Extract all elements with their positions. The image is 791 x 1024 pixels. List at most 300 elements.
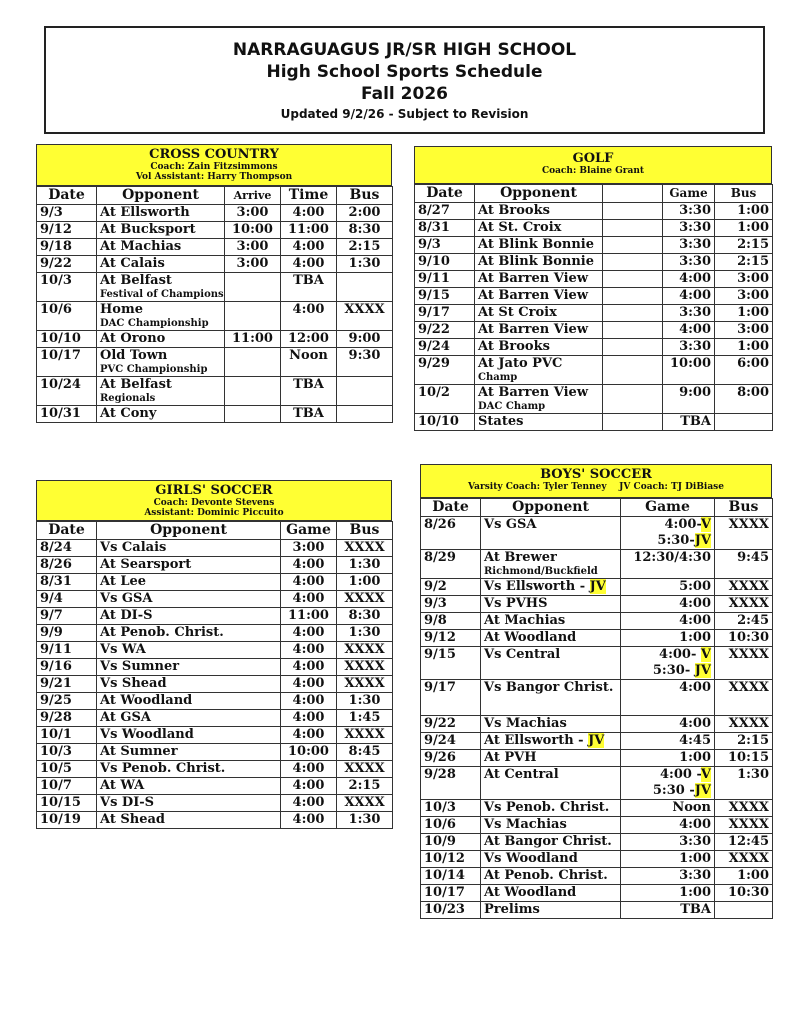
table-cell <box>337 331 393 348</box>
level-highlight: JV <box>589 579 606 594</box>
cell-text: 4:00 <box>679 288 711 303</box>
cross-country-table <box>36 186 393 423</box>
table-row <box>37 591 393 608</box>
cell-text: 9/22 <box>424 716 456 731</box>
cell-text: 9/2 <box>424 579 447 594</box>
cell-text: 3:30 <box>679 305 711 320</box>
cell-text: Vs Ellsworth - <box>484 579 590 594</box>
table-row <box>421 613 773 630</box>
cell-text: 10:15 <box>728 750 769 765</box>
boys-soccer-section <box>420 464 772 919</box>
table-cell <box>97 205 225 222</box>
cell-text: Vs GSA <box>100 591 153 606</box>
table-row <box>421 733 773 750</box>
cell-text: Vs Woodland <box>484 851 578 866</box>
golf-section <box>414 146 772 431</box>
table-row <box>421 851 773 868</box>
cell-text: 9/25 <box>40 693 72 708</box>
table-cell <box>621 868 715 885</box>
cell-text: 10/3 <box>40 744 72 759</box>
table-cell <box>97 778 281 795</box>
cell-text: At Barren View <box>478 271 589 286</box>
cell-text: XXXX <box>344 540 385 555</box>
table-cell <box>715 851 773 868</box>
table-cell <box>621 596 715 613</box>
table-cell <box>481 647 621 680</box>
cell-text: At Shead <box>100 812 166 827</box>
table-cell <box>475 339 603 356</box>
table-cell <box>663 203 715 220</box>
cell-text: 9/15 <box>424 647 456 662</box>
table-cell <box>603 322 663 339</box>
cell-text: At Bucksport <box>100 222 196 237</box>
cell-text: 9:30 <box>348 348 381 363</box>
table-row <box>415 237 773 254</box>
table-cell <box>475 356 603 385</box>
golf-title: GOLF <box>572 151 614 166</box>
table-cell <box>281 273 337 302</box>
cell-text: 10/10 <box>418 414 459 429</box>
table-row <box>415 288 773 305</box>
table-cell <box>37 625 97 642</box>
table-cell <box>663 356 715 385</box>
cell-text: 3:30 <box>679 254 711 269</box>
table-cell <box>715 288 773 305</box>
table-row <box>415 271 773 288</box>
table-cell <box>663 288 715 305</box>
column-header: Date <box>37 522 97 540</box>
column-header: Bus <box>715 499 773 517</box>
table-cell <box>337 812 393 829</box>
cell-text: 1:30 <box>348 557 381 572</box>
table-cell <box>281 676 337 693</box>
column-header: Game <box>663 185 715 203</box>
cell-text: 1:00 <box>737 203 769 218</box>
table-cell <box>475 271 603 288</box>
table-cell <box>663 414 715 431</box>
cell-text: 10/14 <box>424 868 465 883</box>
table-cell <box>481 517 621 550</box>
table-row <box>421 550 773 579</box>
cell-text: 4:00 <box>292 591 325 606</box>
table-row <box>37 693 393 710</box>
cell-text: At St. Croix <box>478 220 562 235</box>
cell-text: 9:00 <box>348 331 381 346</box>
cell-text: 10:00 <box>232 222 273 237</box>
table-row <box>421 517 773 550</box>
cell-text: Vs Machias <box>484 716 567 731</box>
cell-text: 3:30 <box>679 868 711 883</box>
cell-text: At Blink Bonnie <box>478 254 595 269</box>
boys-soccer-title: BOYS' SOCCER <box>540 467 652 482</box>
table-cell <box>663 322 715 339</box>
table-cell <box>621 613 715 630</box>
cell-text: Noon <box>672 800 711 815</box>
cell-text: 4:00 <box>679 322 711 337</box>
table-cell <box>337 608 393 625</box>
table-cell <box>715 220 773 237</box>
table-row <box>37 642 393 659</box>
cell-text: 2:15 <box>348 778 381 793</box>
table-cell <box>97 591 281 608</box>
table-cell <box>621 630 715 647</box>
cell-text: At Blink Bonnie <box>478 237 595 252</box>
cell-text: 5:30- <box>657 533 695 548</box>
table-cell <box>337 540 393 557</box>
cell-text: XXXX <box>344 727 385 742</box>
cell-text: 11:00 <box>232 331 273 346</box>
cell-text: 8/24 <box>40 540 72 555</box>
cell-text: At Cony <box>100 406 157 421</box>
level-highlight: V <box>700 647 711 662</box>
cell-text: Vs Calais <box>100 540 167 555</box>
table-cell <box>337 239 393 256</box>
cell-text: XXXX <box>728 517 769 532</box>
table-cell <box>97 256 225 273</box>
column-header: Date <box>421 499 481 517</box>
table-cell <box>481 851 621 868</box>
table-cell <box>337 273 393 302</box>
girls-soccer-title: GIRLS' SOCCER <box>155 483 273 498</box>
table-cell <box>715 322 773 339</box>
table-cell <box>281 256 337 273</box>
cell-text: 10/23 <box>424 902 465 917</box>
cell-text: Vs Woodland <box>100 727 194 742</box>
table-cell <box>475 220 603 237</box>
table-cell <box>37 574 97 591</box>
cell-text: Noon <box>289 348 328 363</box>
table-cell <box>421 517 481 550</box>
table-cell <box>603 254 663 271</box>
level-highlight: V <box>700 767 711 782</box>
cell-text: XXXX <box>728 817 769 832</box>
table-cell <box>603 220 663 237</box>
table-row <box>37 540 393 557</box>
boys-soccer-coach: Varsity Coach: Tyler Tenney <box>468 482 607 492</box>
table-row <box>415 339 773 356</box>
table-cell <box>421 613 481 630</box>
cell-text: 2:15 <box>348 239 381 254</box>
cell-text: 10/19 <box>40 812 81 827</box>
cell-text: 9/3 <box>424 596 447 611</box>
table-row <box>37 377 393 406</box>
cell-text: At Lee <box>100 574 147 589</box>
cell-text: 10/31 <box>40 406 81 421</box>
cell-text: 10/6 <box>424 817 456 832</box>
table-cell <box>715 613 773 630</box>
cell-text: 1:00 <box>737 305 769 320</box>
cell-text: 9:45 <box>737 550 769 565</box>
cell-text: 8/26 <box>424 517 456 532</box>
table-cell <box>97 239 225 256</box>
cell-text: 10/1 <box>40 727 72 742</box>
table-cell <box>421 716 481 733</box>
cell-text: 1:00 <box>679 885 711 900</box>
table-row <box>415 203 773 220</box>
table-cell <box>603 237 663 254</box>
cell-text: Vs WA <box>100 642 146 657</box>
table-row <box>37 761 393 778</box>
column-header: Opponent <box>97 522 281 540</box>
table-row <box>421 868 773 885</box>
table-cell <box>715 647 773 680</box>
cell-text: 9/21 <box>40 676 72 691</box>
cell-text: 10/3 <box>424 800 456 815</box>
cell-text: 3:00 <box>737 288 769 303</box>
table-cell <box>281 331 337 348</box>
cell-text: At Sumner <box>100 744 178 759</box>
cell-text: 4:00 <box>292 812 325 827</box>
table-cell <box>97 727 281 744</box>
cell-text: 8:30 <box>348 222 381 237</box>
table-cell <box>37 812 97 829</box>
cell-text: XXXX <box>728 579 769 594</box>
column-header: Bus <box>715 185 773 203</box>
table-cell <box>715 254 773 271</box>
table-cell <box>97 377 225 406</box>
table-cell <box>421 630 481 647</box>
cell-text: 8/27 <box>418 203 450 218</box>
cell-text: 6:00 <box>737 356 769 371</box>
table-cell <box>97 795 281 812</box>
cell-text: At Machias <box>100 239 182 254</box>
golf-coach: Coach: Blaine Grant <box>541 166 645 176</box>
table-cell <box>37 795 97 812</box>
cell-text: At PVH <box>484 750 537 765</box>
table-row <box>37 608 393 625</box>
cell-text: 1:30 <box>737 767 769 782</box>
table-cell <box>481 800 621 817</box>
cell-text: 3:00 <box>737 322 769 337</box>
table-cell <box>621 800 715 817</box>
cell-text: At Brooks <box>478 203 550 218</box>
updated-note: Updated 9/2/26 - Subject to Revision <box>280 107 529 121</box>
table-cell <box>37 273 97 302</box>
table-cell <box>225 239 281 256</box>
cell-text: 1:00 <box>679 750 711 765</box>
table-cell <box>621 716 715 733</box>
cell-text: 8/26 <box>40 557 72 572</box>
cell-text: 9/22 <box>40 256 72 271</box>
column-header: Bus <box>337 522 393 540</box>
table-cell <box>337 795 393 812</box>
table-cell <box>281 377 337 406</box>
boys-soccer-title-box <box>420 464 772 498</box>
table-row <box>37 348 393 377</box>
cell-text: TBA <box>293 273 324 288</box>
cell-text: Home <box>100 302 143 317</box>
table-cell <box>481 680 621 716</box>
table-row <box>415 385 773 414</box>
table-cell <box>337 574 393 591</box>
table-cell <box>715 271 773 288</box>
cell-text: Vs Bangor Christ. <box>484 680 614 695</box>
table-cell <box>481 767 621 800</box>
table-cell <box>621 733 715 750</box>
table-cell <box>37 693 97 710</box>
cell-subtext: DAC Champ <box>478 401 546 412</box>
table-cell <box>37 222 97 239</box>
cross-country-title: CROSS COUNTRY <box>149 147 279 162</box>
table-cell <box>481 817 621 834</box>
cell-text: 4:00 <box>292 693 325 708</box>
cell-text: 4:00 <box>679 680 711 695</box>
cell-text: 4:00 <box>679 716 711 731</box>
cell-text: 10/5 <box>40 761 72 776</box>
cell-text: 9/3 <box>418 237 441 252</box>
cell-subtext: Richmond/Buckfield <box>484 566 598 577</box>
table-cell <box>415 254 475 271</box>
season-label: Fall 2026 <box>361 84 448 104</box>
table-cell <box>337 744 393 761</box>
table-cell <box>37 331 97 348</box>
column-header: Opponent <box>97 187 225 205</box>
table-cell <box>421 800 481 817</box>
table-cell <box>337 302 393 331</box>
cell-text: 9/17 <box>424 680 456 695</box>
cell-text: XXXX <box>344 676 385 691</box>
table-cell <box>621 550 715 579</box>
table-cell <box>475 254 603 271</box>
cell-text: 1:00 <box>737 868 769 883</box>
cell-text: 2:15 <box>737 237 769 252</box>
table-cell <box>621 750 715 767</box>
cell-text: At DI-S <box>100 608 153 623</box>
table-row <box>37 239 393 256</box>
cell-text: 4:00 <box>292 302 325 317</box>
table-row <box>421 630 773 647</box>
table-cell <box>97 540 281 557</box>
cell-text: At Bangor Christ. <box>484 834 612 849</box>
cross-country-section <box>36 144 392 423</box>
girls-soccer-coach: Coach: Devonte Stevens <box>153 498 275 508</box>
table-cell <box>475 203 603 220</box>
table-row <box>421 817 773 834</box>
table-cell <box>415 356 475 385</box>
cell-text: Vs Machias <box>484 817 567 832</box>
cell-text: At Belfast <box>100 273 172 288</box>
table-cell <box>415 305 475 322</box>
cell-subtext: Regionals <box>100 393 156 404</box>
table-cell <box>337 710 393 727</box>
table-cell <box>337 591 393 608</box>
table-cell <box>337 256 393 273</box>
cell-text: 10/24 <box>40 377 81 392</box>
table-cell <box>603 288 663 305</box>
cell-text: 4:00- <box>664 517 701 532</box>
cell-text: 1:00 <box>737 220 769 235</box>
cell-text: 12:45 <box>728 834 769 849</box>
table-cell <box>621 579 715 596</box>
cell-text: XXXX <box>728 716 769 731</box>
table-cell <box>421 680 481 716</box>
table-cell <box>225 205 281 222</box>
column-header: Game <box>281 522 337 540</box>
table-cell <box>37 557 97 574</box>
cell-text: Vs Penob. Christ. <box>100 761 226 776</box>
cell-text: 10:00 <box>288 744 329 759</box>
table-cell <box>603 271 663 288</box>
cell-text: 1:30 <box>348 693 381 708</box>
table-cell <box>37 239 97 256</box>
table-cell <box>421 733 481 750</box>
cell-text: 4:00 <box>679 271 711 286</box>
cell-text: 10/17 <box>40 348 81 363</box>
cell-text: 10:30 <box>728 885 769 900</box>
cell-text: 9/12 <box>40 222 72 237</box>
table-row <box>421 767 773 800</box>
cell-text: Vs GSA <box>484 517 537 532</box>
table-cell <box>97 348 225 377</box>
cell-text: Vs Sumner <box>100 659 180 674</box>
cell-text: 10/15 <box>40 795 81 810</box>
cell-text: 8/29 <box>424 550 456 565</box>
cell-text: XXXX <box>344 761 385 776</box>
table-cell <box>415 322 475 339</box>
golf-title-box <box>414 146 772 184</box>
table-cell <box>621 517 715 550</box>
table-row <box>37 331 393 348</box>
cell-text: 5:30- <box>652 663 695 678</box>
cell-text: XXXX <box>344 795 385 810</box>
table-row <box>415 322 773 339</box>
cell-text: 9/16 <box>40 659 72 674</box>
table-cell <box>37 540 97 557</box>
table-cell <box>97 710 281 727</box>
table-cell <box>715 339 773 356</box>
boys-soccer-table <box>420 498 773 919</box>
table-cell <box>421 834 481 851</box>
table-cell <box>97 659 281 676</box>
table-cell <box>621 902 715 919</box>
cell-text: 5:30 - <box>652 783 695 798</box>
cell-text: 9/24 <box>424 733 456 748</box>
cell-text: 9/11 <box>418 271 450 286</box>
table-cell <box>621 680 715 716</box>
table-cell <box>421 596 481 613</box>
column-header: Game <box>621 499 715 517</box>
table-row <box>37 778 393 795</box>
table-row <box>37 205 393 222</box>
table-cell <box>603 356 663 385</box>
table-cell <box>97 302 225 331</box>
table-cell <box>481 834 621 851</box>
cell-text: XXXX <box>344 302 385 317</box>
table-cell <box>225 331 281 348</box>
table-cell <box>481 579 621 596</box>
table-cell <box>281 659 337 676</box>
table-cell <box>621 851 715 868</box>
cell-text: Vs Central <box>484 647 561 662</box>
cell-text: 9/8 <box>424 613 447 628</box>
table-cell <box>97 642 281 659</box>
table-cell <box>97 574 281 591</box>
cell-text: 10/6 <box>40 302 72 317</box>
table-cell <box>415 220 475 237</box>
cross-country-title-box <box>36 144 392 186</box>
table-cell <box>337 557 393 574</box>
cell-text: 10/12 <box>424 851 465 866</box>
table-row <box>37 727 393 744</box>
table-cell <box>281 574 337 591</box>
cell-text: 3:30 <box>679 237 711 252</box>
table-cell <box>415 414 475 431</box>
table-cell <box>603 385 663 414</box>
table-cell <box>281 778 337 795</box>
table-cell <box>97 331 225 348</box>
table-row <box>37 406 393 423</box>
table-cell <box>97 676 281 693</box>
